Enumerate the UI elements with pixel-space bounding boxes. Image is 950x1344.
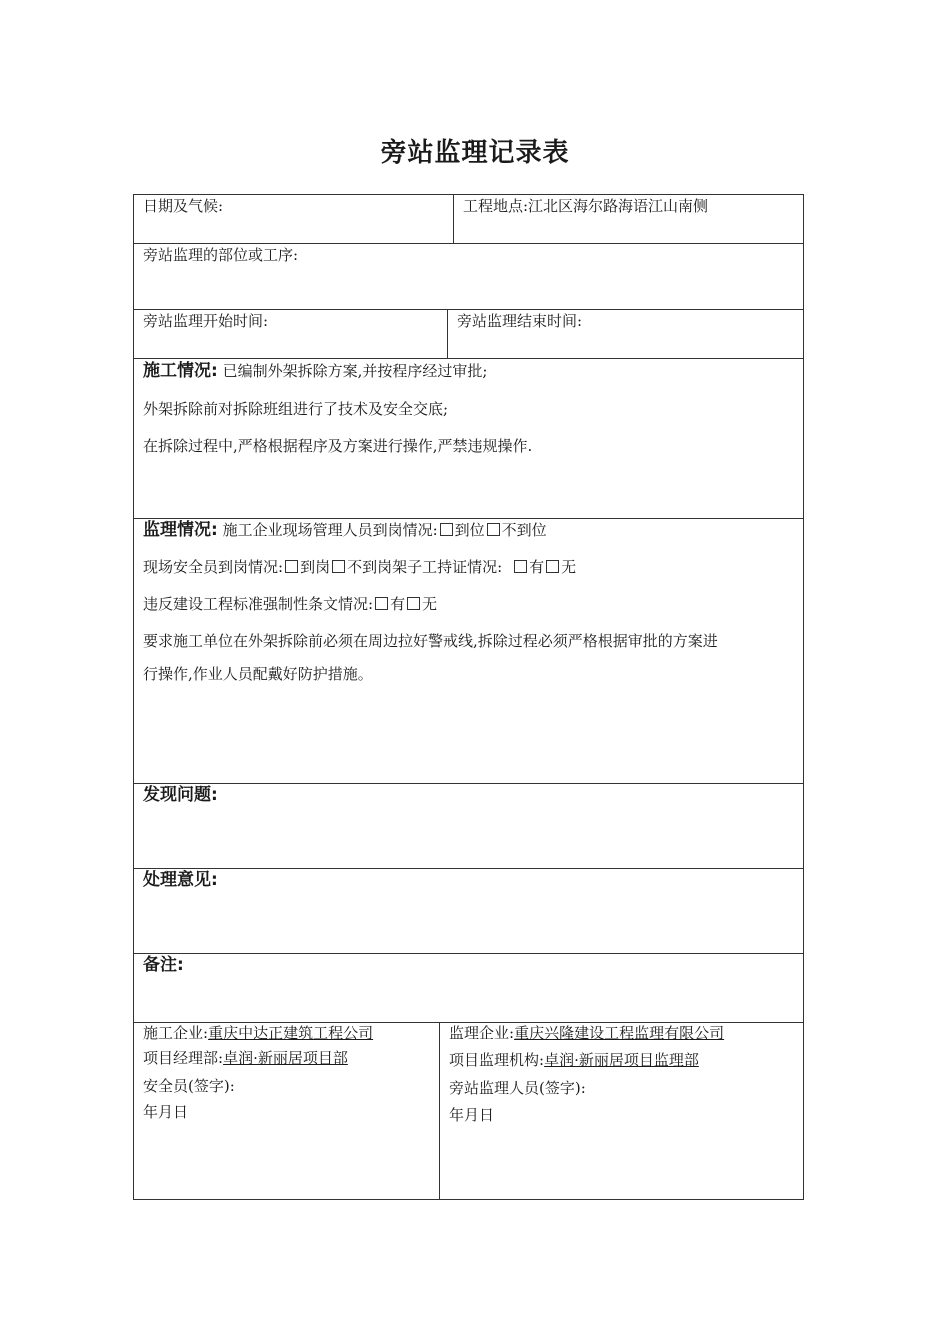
construction-line-1: 已编制外架拆除方案,并按程序经过审批; [222,362,488,380]
supervisor-company: 重庆兴隆建设工程监理有限公司 [514,1024,725,1042]
certificate-no-label: 无 [561,558,577,576]
contractor-pm: 卓润·新丽居项目部 [223,1049,348,1067]
part-process-cell[interactable] [133,243,804,310]
present-checkbox[interactable] [440,523,453,536]
contractor-pm-label: 项目经理部: [143,1049,224,1067]
start-time-label: 旁站监理开始时间: [143,312,269,330]
supervision-section [133,518,804,784]
safety-present-checkbox[interactable] [285,560,298,573]
supervisor-org: 卓润·新丽居项目监理部 [544,1051,699,1069]
construction-heading: 施工情况: [143,361,218,381]
safety-absent-checkbox[interactable] [332,560,345,573]
certificate-yes-checkbox[interactable] [514,560,527,573]
opinion-heading: 处理意见: [143,870,218,890]
violation-yes-label: 有 [390,595,406,613]
requirement-line-1: 要求施工单位在外架拆除前必须在周边拉好警戒线,拆除过程必须严格根据审批的方案进 [143,632,718,650]
supervisor-signature-cell [439,1022,804,1200]
supervisor-org-label: 项目监理机构: [449,1051,545,1069]
violation-no-label: 无 [422,595,438,613]
construction-line-3: 在拆除过程中,严格根据程序及方案进行操作,严禁违规操作. [143,437,533,455]
contractor-company-label: 施工企业: [143,1024,209,1042]
certificate-no-checkbox[interactable] [546,560,559,573]
remarks-section[interactable] [133,953,804,1023]
safety-officer-label: 现场安全员到岗情况: [143,558,284,576]
violation-yes-checkbox[interactable] [375,597,388,610]
issues-heading: 发现问题: [143,785,218,805]
page-title: 旁站监理记录表 [380,138,570,168]
construction-line-2: 外架拆除前对拆除班组进行了技术及安全交底; [143,400,449,418]
issues-section[interactable] [133,783,804,869]
construction-section [133,358,804,519]
supervisor-date[interactable]: 年月日 [449,1106,495,1124]
date-weather-cell[interactable] [133,194,454,244]
certificate-yes-label: 有 [529,558,545,576]
start-time-cell[interactable] [133,309,448,359]
violation-label: 违反建设工程标准强制性条文情况: [143,595,374,613]
contractor-date[interactable]: 年月日 [143,1103,189,1121]
absent-checkbox[interactable] [487,523,500,536]
location-cell [453,194,804,244]
end-time-cell[interactable] [447,309,804,359]
safety-present-label: 到岗 [300,558,331,576]
violation-no-checkbox[interactable] [407,597,420,610]
present-label: 到位 [454,521,485,539]
supervision-heading: 监理情况: [143,520,218,540]
safety-officer-sign[interactable]: 安全员(签字): [143,1077,235,1095]
remarks-heading: 备注: [143,955,184,975]
safety-absent-label: 不到岗架子工持证情况: [347,558,503,576]
supervisor-company-label: 监理企业: [449,1024,515,1042]
location-label: 工程地点:江北区海尔路海语江山南侧 [463,197,709,215]
requirement-line-2: 行操作,作业人员配戴好防护措施。 [143,665,373,683]
record-form [133,194,804,1200]
contractor-company: 重庆中达正建筑工程公司 [208,1024,374,1042]
staff-presence-label: 施工企业现场管理人员到岗情况: [222,521,438,539]
date-weather-label: 日期及气候: [143,197,224,215]
contractor-signature-cell [133,1022,440,1200]
absent-label: 不到位 [501,521,547,539]
supervisor-person-sign[interactable]: 旁站监理人员(签字): [449,1079,586,1097]
end-time-label: 旁站监理结束时间: [457,312,583,330]
part-process-label: 旁站监理的部位或工序: [143,246,299,264]
opinion-section[interactable] [133,868,804,954]
